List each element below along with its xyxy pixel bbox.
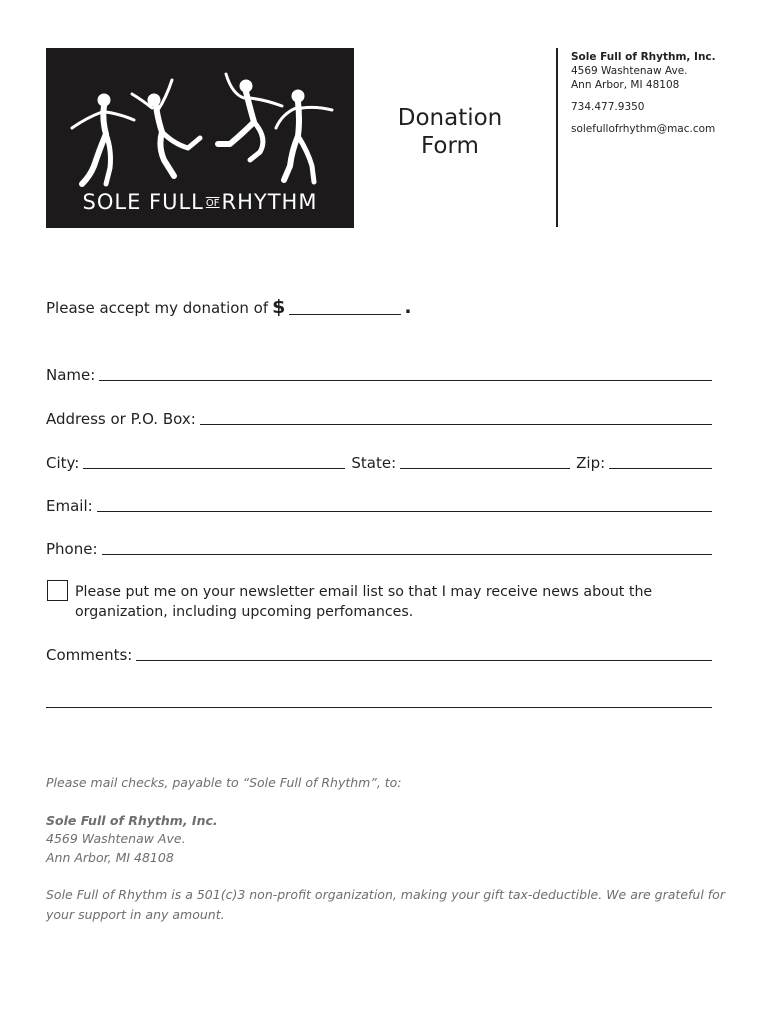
city-state-zip-row [46,454,712,472]
title-line-1: Donation [397,105,503,131]
address-row [46,410,712,428]
contact-phone: 734.477.9350 [571,101,645,113]
contact-email: solefullofrhythm@mac.com [571,123,716,135]
phone-label: Phone: [46,540,98,558]
contact-street: 4569 Washtenaw Ave. [571,65,688,77]
nonprofit-line-2: your support in any amount. [46,907,225,922]
name-field[interactable] [99,379,712,381]
contact-city: Ann Arbor, MI 48108 [571,79,680,91]
city-field[interactable] [83,467,345,469]
header-divider [556,48,558,227]
name-row [46,366,712,384]
newsletter-checkbox[interactable] [47,580,68,601]
name-label: Name: [46,366,96,384]
email-row [46,497,712,515]
footer-org: Sole Full of Rhythm, Inc. [46,813,218,828]
phone-field[interactable] [102,553,712,555]
mail-note: Please mail checks, payable to “Sole Full of Rhythm”, to: [46,775,402,790]
donation-amount-field[interactable] [289,313,401,315]
state-label: State: [351,454,397,472]
phone-row [46,540,712,558]
address-label: Address or P.O. Box: [46,410,196,428]
footer-city: Ann Arbor, MI 48108 [46,850,174,865]
address-field[interactable] [200,423,712,425]
zip-label: Zip: [576,454,606,472]
comments-label: Comments: [46,646,133,664]
title-line-2: Form [421,133,479,159]
contact-block [571,50,716,136]
logo-text-left: SOLE FULL [82,190,204,214]
nonprofit-line-1: Sole Full of Rhythm is a 501(c)3 non-profit organization, making your gift tax-deductible. We are grateful for [46,887,725,902]
donation-row [46,298,412,317]
comments-field[interactable] [136,659,712,661]
logo-wordmark [46,190,354,214]
city-label: City: [46,454,80,472]
email-label: Email: [46,497,93,515]
state-field[interactable] [400,467,570,469]
comments-row [46,646,712,664]
dollar-sign: $ [272,296,286,318]
contact-org: Sole Full of Rhythm, Inc. [571,51,716,63]
zip-field[interactable] [609,467,712,469]
logo-text-of: OF [205,198,220,209]
newsletter-text: Please put me on your newsletter email list so that I may receive news about the organization, including upcoming perfomances. [75,584,653,620]
footer-street: 4569 Washtenaw Ave. [46,831,186,846]
donation-label: Please accept my donation of [46,299,269,317]
logo-text-right: RHYTHM [221,190,318,214]
comments-field-line-2[interactable] [46,707,712,708]
donation-period: . [404,296,412,318]
page-title [380,104,520,160]
email-field[interactable] [97,510,712,512]
